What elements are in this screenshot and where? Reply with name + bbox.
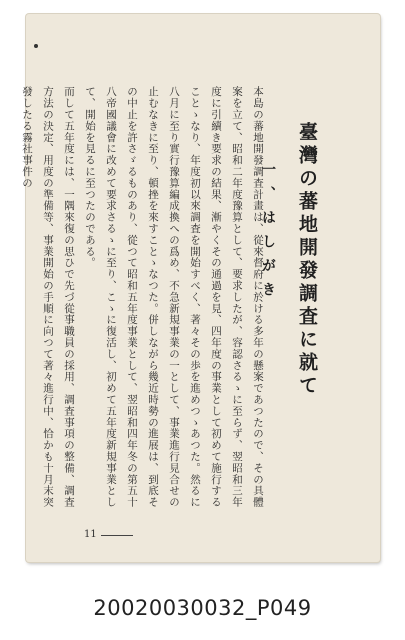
archive-id-caption: 20020030032_P049 <box>93 596 312 620</box>
binding-hole-mark <box>34 44 38 48</box>
page-number-rule <box>101 535 133 536</box>
article-title: 臺灣の蕃地開發調査に就て <box>296 122 318 398</box>
page-number: 11 <box>84 529 97 540</box>
body-text <box>16 86 268 518</box>
paragraph-1: 本島の蕃地開發調査計畫は、從來督府に於ける多年の懸案であつたので、その具體案を立て、昭和二年度豫算として、要求したが、容認さるゝに至らず、翌昭和三年度に引續き要求の結果、漸やくその通過を見、四年度の事業として初めて施行することゝなり、年度初以來調査を開始すべく、著々その歩を進めつゝあつた。然るに八月に至り實行豫算編成換への爲め、不急新規事業の一として、事業進行見合せの止むなきに至り、頓挫を來すことゝなつた。併しながら幾近時勢の進展は、到底その中止を許さゞるものあり、從つて昭和五年度事業として、翌昭和四年冬の第五十八帝國議會に改めて要求さるゝに至り、こゝに復活し、初めて五年度新規事業として、開始を見るに至つたのである。 <box>84 86 264 508</box>
paragraph-2: 而して五年度には、一隅來復の思ひで先づ從事職員の採用、調査事項の整備、調査方法の決定、用度の準備等、事業開始の手順に向つて著々進行中、恰かも十月末突發したる霧社事件の <box>21 86 75 508</box>
section-heading: 一、はしがき <box>260 162 276 306</box>
book-page <box>21 14 380 562</box>
